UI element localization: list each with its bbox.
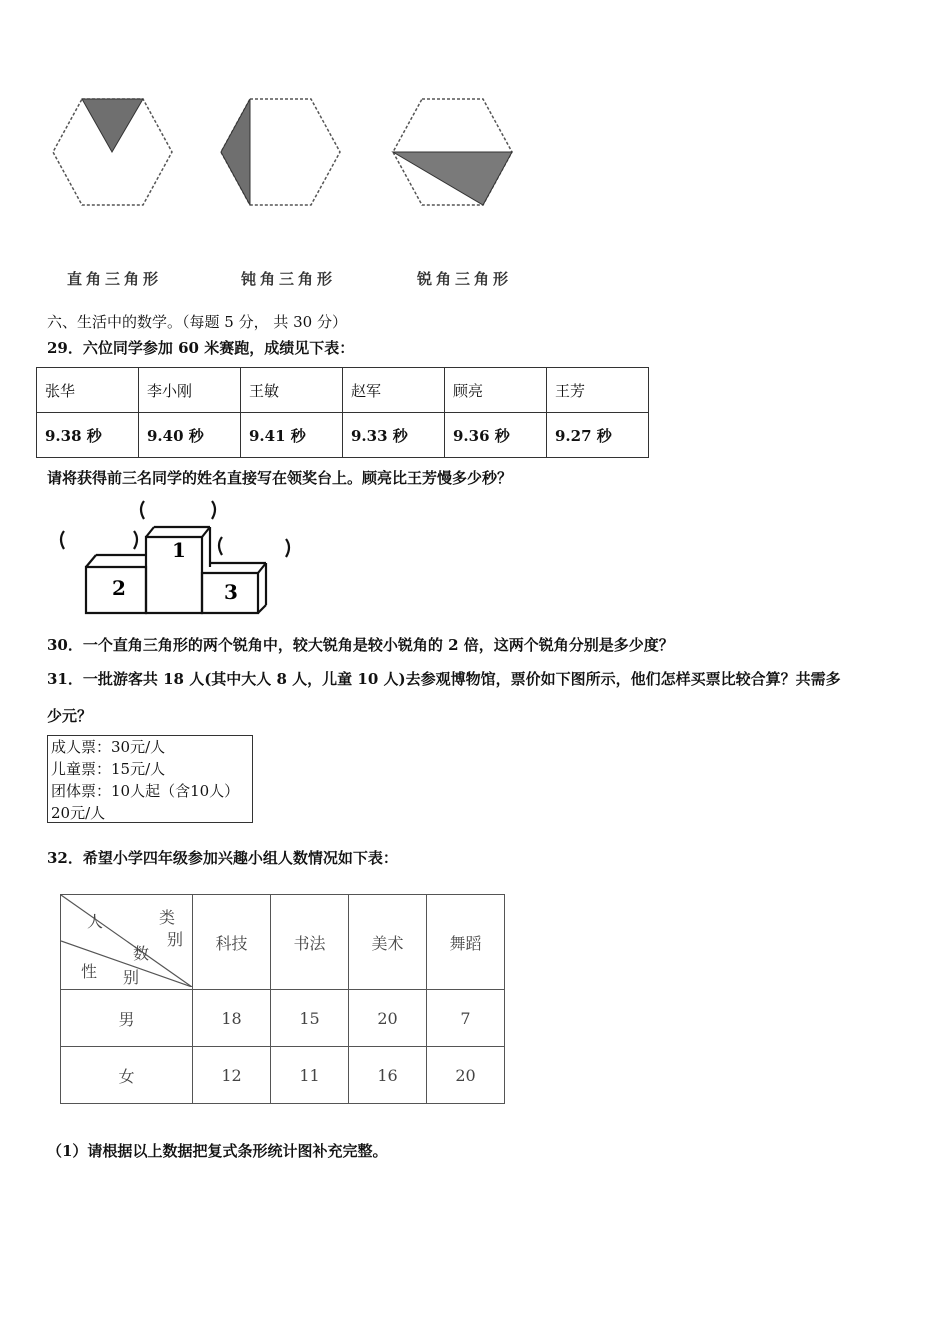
time-cell: 9.41 秒 <box>241 413 343 458</box>
header-label-shu: 数 <box>133 944 150 963</box>
price-group: 团体票：10人起（含10人） <box>51 782 240 800</box>
value-cell: 16 <box>349 1047 427 1104</box>
time-cell: 9.33 秒 <box>343 413 445 458</box>
section-title: 六、生活中的数学。（每题 5 分， 共 30 分） <box>47 313 347 331</box>
value-cell: 15 <box>271 990 349 1047</box>
question-32-sub1: （1）请根据以上数据把复式条形统计图补充完整。 <box>47 1142 388 1160</box>
name-cell: 王敏 <box>241 368 343 413</box>
time-cell: 9.36 秒 <box>445 413 547 458</box>
table-row <box>61 990 505 1047</box>
category-cell: 舞蹈 <box>427 895 505 990</box>
interest-group-table <box>60 894 505 1104</box>
question-31-line1: 31．一批游客共 18 人(其中大人 8 人，儿童 10 人)去参观博物馆，票价如下图所示，他们怎样买票比较合算？共需多 <box>47 670 841 688</box>
category-cell: 美术 <box>349 895 427 990</box>
header-label-xing: 性 <box>81 962 98 981</box>
caption-acute-triangle: 锐角三角形 <box>417 270 513 288</box>
gender-cell: 女 <box>61 1047 193 1104</box>
question-32-prompt: 32．希望小学四年级参加兴趣小组人数情况如下表： <box>47 849 398 867</box>
category-cell: 科技 <box>193 895 271 990</box>
diagonal-header-cell <box>61 895 193 990</box>
podium-label-first: 1 <box>172 538 186 562</box>
header-label-bie1: 别 <box>167 930 184 949</box>
name-cell: 李小刚 <box>139 368 241 413</box>
caption-obtuse-triangle: 钝角三角形 <box>241 270 337 288</box>
caption-right-triangle: 直角三角形 <box>67 270 163 288</box>
value-cell: 7 <box>427 990 505 1047</box>
price-group-rate: 20元/人 <box>51 804 106 822</box>
value-cell: 12 <box>193 1047 271 1104</box>
podium-figure <box>50 495 310 620</box>
hexagon-figure-acute-triangle <box>390 95 515 210</box>
name-cell: 张华 <box>37 368 139 413</box>
hexagon-figure-obtuse-triangle <box>218 95 343 210</box>
category-cell: 书法 <box>271 895 349 990</box>
question-29-question: 请将获得前三名同学的姓名直接写在领奖台上。顾亮比王芳慢多少秒？ <box>47 469 513 487</box>
name-cell: 赵军 <box>343 368 445 413</box>
podium-label-third: 3 <box>224 580 238 604</box>
time-cell: 9.38 秒 <box>37 413 139 458</box>
value-cell: 20 <box>427 1047 505 1104</box>
hexagon-figure-right-triangle <box>50 95 175 210</box>
header-label-bie2: 别 <box>123 968 140 987</box>
podium-label-second: 2 <box>112 576 126 600</box>
table-row <box>37 413 649 458</box>
value-cell: 18 <box>193 990 271 1047</box>
race-results-table <box>36 367 649 458</box>
table-row <box>61 1047 505 1104</box>
time-cell: 9.27 秒 <box>547 413 649 458</box>
value-cell: 20 <box>349 990 427 1047</box>
header-label-lei: 类 <box>159 908 176 927</box>
question-29-prompt: 29．六位同学参加 60 米赛跑，成绩见下表： <box>47 339 355 357</box>
gender-cell: 男 <box>61 990 193 1047</box>
name-cell: 王芳 <box>547 368 649 413</box>
price-adult: 成人票：30元/人 <box>51 738 166 756</box>
question-30: 30．一个直角三角形的两个锐角中，较大锐角是较小锐角的 2 倍，这两个锐角分别是多少度？ <box>47 636 674 654</box>
value-cell: 11 <box>271 1047 349 1104</box>
table-row <box>61 895 505 990</box>
time-cell: 9.40 秒 <box>139 413 241 458</box>
table-row <box>37 368 649 413</box>
question-31-line2: 少元？ <box>47 707 93 725</box>
price-child: 儿童票：15元/人 <box>51 760 166 778</box>
name-cell: 顾亮 <box>445 368 547 413</box>
ticket-price-box <box>47 735 253 823</box>
header-label-ren: 人 <box>87 912 104 931</box>
